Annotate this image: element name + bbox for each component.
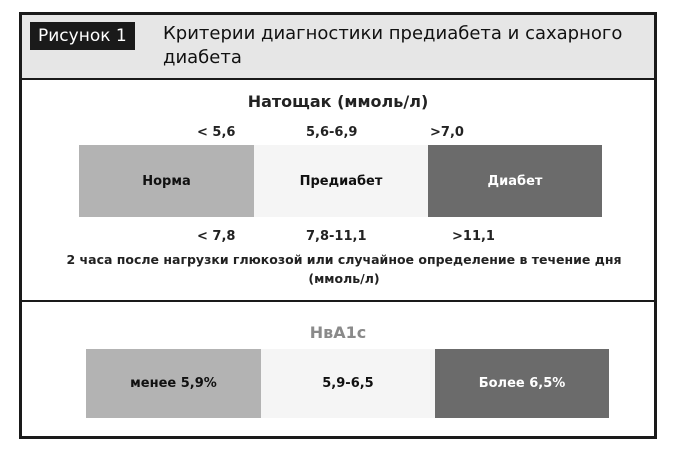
fasting-segment-normal [79, 145, 254, 217]
hba1c-segment-prediabetes-label: 5,9-6,5 [322, 376, 374, 391]
postload-note: 2 часа после нагрузки глюкозой или случайное определение в течение дня (ммоль/л) [66, 252, 622, 286]
fasting-threshold-normal: < 5,6 [197, 125, 236, 140]
fasting-threshold-diabetes: >7,0 [430, 125, 464, 140]
fasting-segment-normal-label: Норма [142, 173, 191, 189]
postload-threshold-prediabetes: 7,8-11,1 [306, 229, 367, 244]
postload-threshold-diabetes: >11,1 [452, 229, 495, 244]
fasting-threshold-prediabetes: 5,6-6,9 [306, 125, 358, 140]
fasting-segment-prediabetes-label: Предиабет [299, 173, 383, 189]
hba1c-segment-normal-label: менее 5,9% [130, 376, 217, 391]
section-divider [22, 300, 654, 302]
hba1c-heading: НвА1с [309, 323, 367, 342]
hba1c-segment-diabetes [435, 349, 609, 418]
figure-header [22, 15, 654, 80]
figure-label: Рисунок 1 [30, 22, 135, 50]
figure-title: Критерии диагностики предиабета и сахарного диабета [163, 23, 623, 68]
postload-threshold-normal: < 7,8 [197, 229, 236, 244]
fasting-segment-prediabetes [254, 145, 428, 217]
hba1c-segment-diabetes-label: Более 6,5% [478, 376, 566, 391]
figure-frame [19, 12, 657, 439]
fasting-segment-diabetes-label: Диабет [487, 173, 543, 189]
fasting-heading: Натощак (ммоль/л) [247, 92, 429, 111]
hba1c-segment-normal [86, 349, 261, 418]
hba1c-segment-prediabetes [261, 349, 435, 418]
fasting-segment-diabetes [428, 145, 602, 217]
